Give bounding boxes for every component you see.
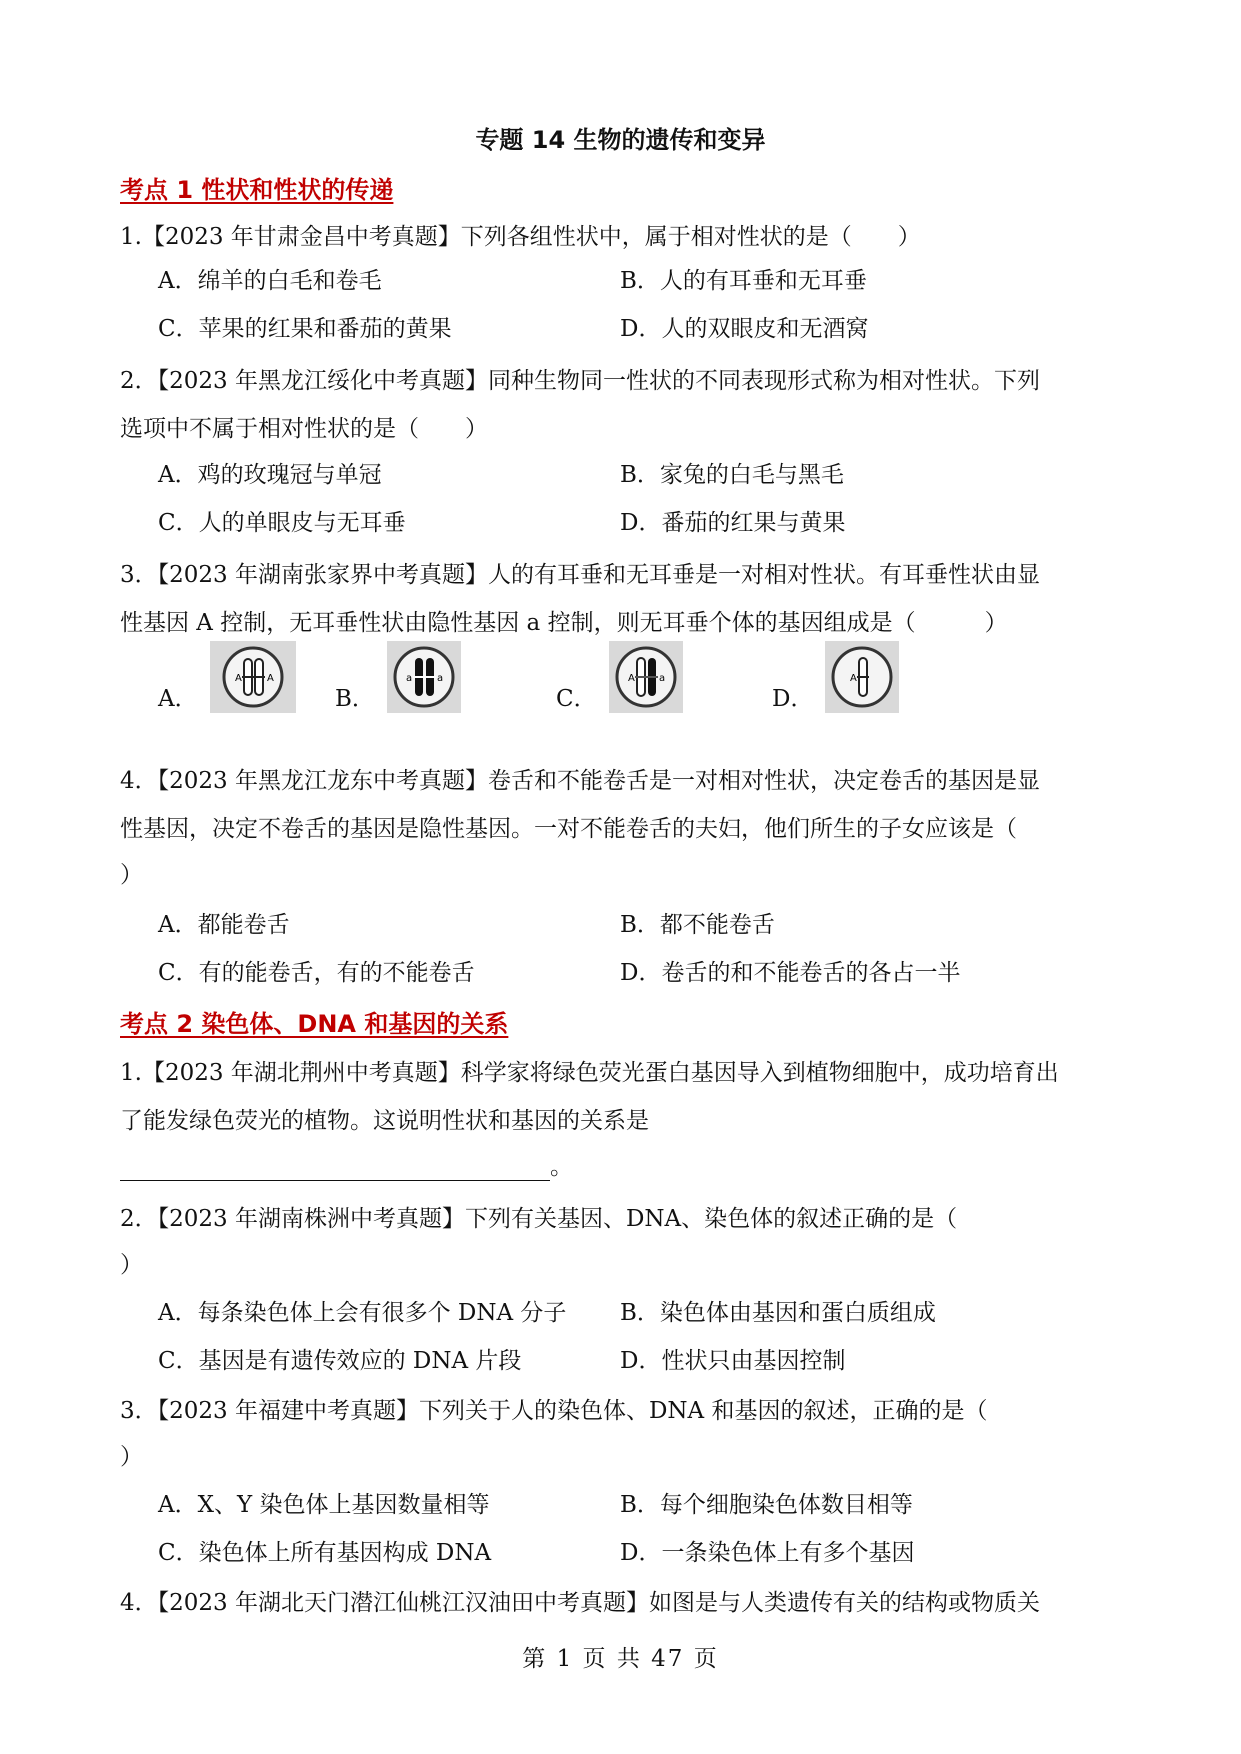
q1-2-option-c: C．人的单眼皮与无耳垂 [158,510,406,536]
question-1-2-line-2: 选项中不属于相对性状的是（ ） [120,416,488,442]
question-1-3-line-2: 性基因 A 控制，无耳垂性状由隐性基因 a 控制，则无耳垂个体的基因组成是（ ） [120,610,1008,636]
question-1-3-line-1: 3．【2023 年湖南张家界中考真题】人的有耳垂和无耳垂是一对相对性状。有耳垂性状由显 [120,562,1040,588]
q1-4-option-d: D．卷舌的和不能卷舌的各占一半 [620,960,961,986]
q2-3-option-b: B．每个细胞染色体数目相等 [620,1492,913,1518]
question-1-4-line-3: ） [120,862,143,888]
q1-2-option-d: D．番茄的红果与黄果 [620,510,846,536]
question-2-4-line-1: 4．【2023 年湖北天门潜江仙桃江汉油田中考真题】如图是与人类遗传有关的结构或物质关 [120,1590,1040,1616]
q1-1-option-b: B．人的有耳垂和无耳垂 [620,268,867,294]
blank-period: 。 [550,1154,573,1180]
question-2-1-answer-blank [120,1148,573,1181]
svg-text:A: A [266,672,274,684]
svg-text:A: A [627,672,635,684]
svg-text:a: a [436,672,444,684]
svg-text:a: a [405,672,413,684]
q1-4-option-a: A．都能卷舌 [158,912,290,938]
chromosome-pair-heterozygous-image [609,641,683,713]
chromosome-pair-aa-dominant-image [210,641,296,713]
question-2-1-line-2: 了能发绿色荧光的植物。这说明性状和基因的关系是 [120,1108,649,1134]
section-heading-1: 考点 1 性状和性状的传递 [120,176,394,204]
single-chromosome-image [825,641,899,713]
question-2-3-line-1: 3．【2023 年福建中考真题】下列关于人的染色体、DNA 和基因的叙述，正确的是（ [120,1398,988,1424]
question-2-2-line-2: ） [120,1252,143,1278]
q1-1-option-d: D．人的双眼皮和无酒窝 [620,316,869,342]
q1-3-option-a-label: A． [158,686,198,712]
q2-3-option-d: D．一条染色体上有多个基因 [620,1540,915,1566]
svg-text:A: A [850,672,858,684]
q1-1-option-c: C．苹果的红果和番茄的黄果 [158,316,452,342]
question-2-3-line-2: ） [120,1444,143,1470]
q1-2-option-a: A．鸡的玫瑰冠与单冠 [158,462,382,488]
page-title: 专题 14 生物的遗传和变异 [475,126,766,154]
q1-3-option-d-label: D． [772,686,814,712]
question-1-2-line-1: 2．【2023 年黑龙江绥化中考真题】同种生物同一性状的不同表现形式称为相对性状。下列 [120,368,1040,394]
q1-3-option-c [556,640,683,713]
question-2-1-line-1: 1.【2023 年湖北荆州中考真题】科学家将绿色荧光蛋白基因导入到植物细胞中，成功培育出 [120,1060,1059,1086]
q2-2-option-b: B．染色体由基因和蛋白质组成 [620,1300,936,1326]
q2-3-option-c: C．染色体上所有基因构成 DNA [158,1540,492,1566]
q1-3-option-b-label: B． [335,686,375,712]
section-heading-2: 考点 2 染色体、DNA 和基因的关系 [120,1010,509,1038]
svg-text:a: a [658,672,665,684]
q1-3-option-b [335,640,461,713]
page-footer: 第 1 页 共 47 页 [522,1646,719,1672]
q1-1-option-a: A．绵羊的白毛和卷毛 [158,268,382,294]
q2-2-option-a: A．每条染色体上会有很多个 DNA 分子 [158,1300,567,1326]
question-1-1-stem: 1.【2023 年甘肃金昌中考真题】下列各组性状中，属于相对性状的是（ ） [120,224,921,250]
svg-text:A: A [234,672,242,684]
q1-3-option-c-label: C． [556,686,597,712]
q2-2-option-c: C．基因是有遗传效应的 DNA 片段 [158,1348,522,1374]
question-1-4-line-1: 4．【2023 年黑龙江龙东中考真题】卷舌和不能卷舌是一对相对性状，决定卷舌的基因是显 [120,768,1040,794]
chromosome-pair-aa-recessive-image [387,641,461,713]
answer-blank-line [120,1158,550,1181]
q2-3-option-a: A．X、Y 染色体上基因数量相等 [158,1492,490,1518]
q2-2-option-d: D．性状只由基因控制 [620,1348,846,1374]
q1-4-option-c: C．有的能卷舌，有的不能卷舌 [158,960,475,986]
q1-2-option-b: B．家兔的白毛与黑毛 [620,462,844,488]
question-2-2-line-1: 2．【2023 年湖南株洲中考真题】下列有关基因、DNA、染色体的叙述正确的是（ [120,1206,958,1232]
q1-4-option-b: B．都不能卷舌 [620,912,775,938]
q1-3-option-d [772,640,899,713]
question-1-4-line-2: 性基因，决定不卷舌的基因是隐性基因。一对不能卷舌的夫妇，他们所生的子女应该是（ [120,816,1017,842]
q1-3-option-a [158,640,296,713]
